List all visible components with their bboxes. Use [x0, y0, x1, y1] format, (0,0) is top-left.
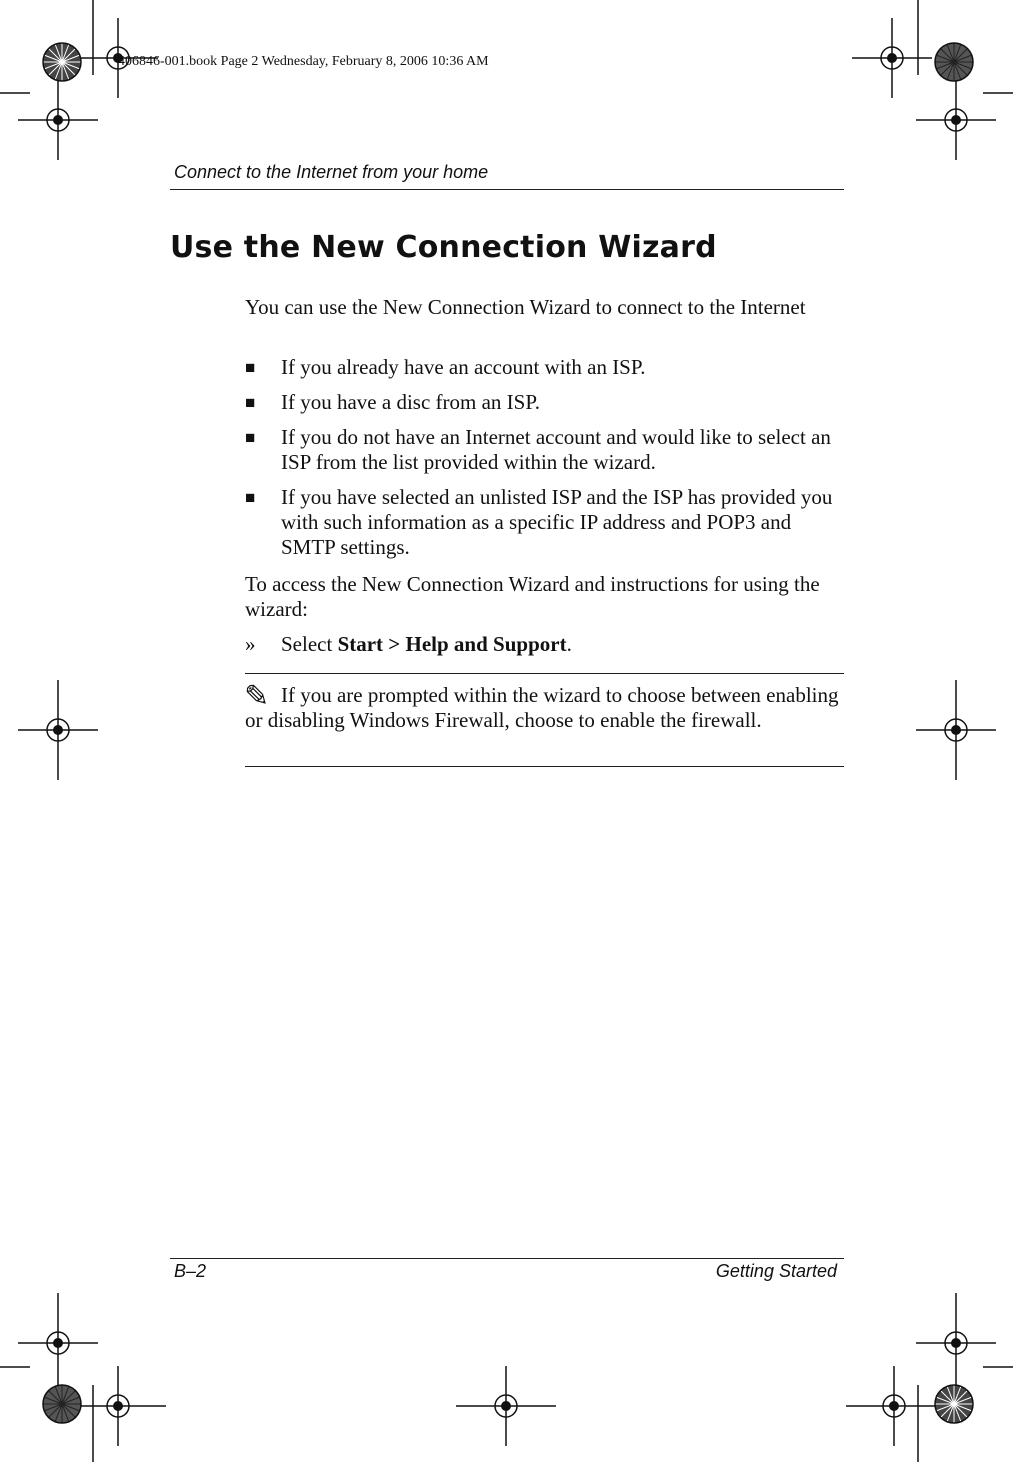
- bullet-square: ■: [245, 393, 256, 412]
- step-menu-path: Start > Help and Support: [337, 632, 567, 656]
- note-text-content: If you are prompted within the wizard to choose between enabling or disabling Windows Firewall, choose to enable the firewall.: [245, 683, 839, 732]
- list-item: [245, 355, 845, 380]
- print-slug: 406846-001.book Page 2 Wednesday, February 8, 2006 10:36 AM: [118, 54, 489, 69]
- access-paragraph: To access the New Connection Wizard and instructions for using the wizard:: [245, 572, 820, 621]
- note-text: [245, 683, 843, 733]
- list-item: [245, 485, 845, 560]
- note-bottom-rule: [245, 766, 844, 767]
- note-top-rule: [245, 673, 844, 674]
- list-item-text: If you do not have an Internet account and would like to select an ISP from the list provided within the wizard.: [281, 425, 831, 474]
- list-item: [245, 425, 845, 475]
- starburst-target-top-left: [42, 42, 82, 82]
- crosshair-mark-left-upper: [18, 80, 98, 160]
- procedure-step: [245, 632, 572, 657]
- step-suffix: .: [566, 632, 572, 656]
- bullet-list: [245, 355, 845, 570]
- page-number: B–2: [174, 1261, 207, 1281]
- step-marker: »: [245, 632, 256, 656]
- starburst-target-bottom-right: [934, 1384, 974, 1424]
- list-item-text: If you have a disc from an ISP.: [281, 390, 540, 414]
- crosshair-mark-right-middle: [916, 680, 996, 780]
- crosshair-mark-bottom-center: [456, 1366, 556, 1446]
- crosshair-mark-right-upper: [916, 80, 996, 160]
- list-item: [245, 390, 845, 415]
- crosshair-mark-bottom-right: [846, 1366, 942, 1446]
- page-title: Use the New Connection Wizard: [170, 230, 717, 265]
- header-rule: [170, 189, 844, 190]
- list-item-text: If you have selected an unlisted ISP and the ISP has provided you with such information as a specific IP address and POP3 and SMTP settings.: [281, 485, 833, 559]
- bullet-square: ■: [245, 488, 256, 507]
- step-prefix: Select: [281, 632, 338, 656]
- list-item-text: If you already have an account with an ISP.: [281, 355, 646, 379]
- crosshair-mark-left-middle: [18, 680, 98, 780]
- running-head: Connect to the Internet from your home: [174, 162, 489, 182]
- footer-rule: [170, 1258, 844, 1259]
- starburst-target-top-right: [934, 42, 974, 82]
- bullet-square: ■: [245, 428, 256, 447]
- book-title: Getting Started: [715, 1261, 837, 1281]
- crosshair-mark-bottom-left: [70, 1366, 166, 1446]
- pencil-icon: ✎: [244, 679, 270, 714]
- intro-paragraph: You can use the New Connection Wizard to connect to the Internet: [245, 295, 806, 319]
- starburst-target-bottom-left: [42, 1384, 82, 1424]
- bullet-square: ■: [245, 358, 256, 377]
